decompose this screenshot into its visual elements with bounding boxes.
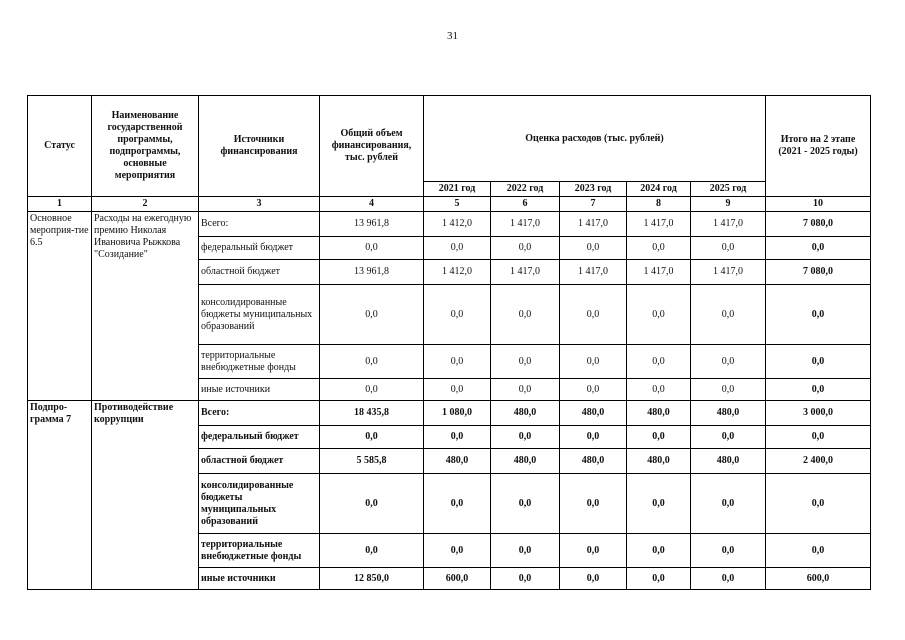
year-value-cell: 1 417,0 [560, 212, 627, 237]
header-year: 2022 год [491, 182, 560, 197]
stage-total-cell: 600,0 [766, 568, 871, 590]
year-value-cell: 0,0 [627, 534, 691, 568]
stage-total-cell: 3 000,0 [766, 401, 871, 426]
column-number: 3 [199, 197, 320, 212]
column-number: 8 [627, 197, 691, 212]
year-value-cell: 480,0 [691, 401, 766, 426]
source-cell: областной бюджет [199, 449, 320, 474]
year-value-cell: 0,0 [691, 237, 766, 260]
year-value-cell: 480,0 [627, 449, 691, 474]
year-value-cell: 0,0 [424, 379, 491, 401]
stage-total-cell: 7 080,0 [766, 212, 871, 237]
year-value-cell: 0,0 [491, 426, 560, 449]
status-cell: Основное мероприя-тие 6.5 [28, 212, 92, 401]
header-year: 2024 год [627, 182, 691, 197]
total-cell: 0,0 [320, 426, 424, 449]
year-value-cell: 0,0 [424, 474, 491, 534]
stage-total-cell: 2 400,0 [766, 449, 871, 474]
source-cell: федеральный бюджет [199, 426, 320, 449]
year-value-cell: 0,0 [560, 285, 627, 345]
source-cell: консолидированные бюджеты муниципальных образований [199, 285, 320, 345]
year-value-cell: 0,0 [560, 237, 627, 260]
year-value-cell: 0,0 [424, 237, 491, 260]
header-year: 2023 год [560, 182, 627, 197]
year-value-cell: 0,0 [691, 568, 766, 590]
year-value-cell: 0,0 [491, 345, 560, 379]
year-value-cell: 0,0 [627, 345, 691, 379]
year-value-cell: 0,0 [627, 379, 691, 401]
year-value-cell: 1 412,0 [424, 212, 491, 237]
year-value-cell: 0,0 [627, 474, 691, 534]
total-cell: 0,0 [320, 379, 424, 401]
year-value-cell: 0,0 [691, 534, 766, 568]
year-value-cell: 1 417,0 [691, 212, 766, 237]
year-value-cell: 1 417,0 [627, 212, 691, 237]
stage-total-cell: 0,0 [766, 474, 871, 534]
year-value-cell: 0,0 [424, 285, 491, 345]
header-year: 2025 год [691, 182, 766, 197]
year-value-cell: 480,0 [424, 449, 491, 474]
year-value-cell: 0,0 [424, 534, 491, 568]
header-total-volume: Общий объем финансирования, тыс. рублей [320, 96, 424, 197]
source-cell: иные источники [199, 568, 320, 590]
stage-total-cell: 0,0 [766, 237, 871, 260]
measure-name-cell: Расходы на ежегодную премию Николая Ивановича Рыжкова "Созидание" [92, 212, 199, 401]
table-row [28, 212, 871, 237]
header-year: 2021 год [424, 182, 491, 197]
stage-total-cell: 0,0 [766, 379, 871, 401]
column-number: 1 [28, 197, 92, 212]
header-status: Статус [28, 96, 92, 197]
stage-total-cell: 0,0 [766, 426, 871, 449]
total-cell: 0,0 [320, 474, 424, 534]
header-stage-total: Итого на 2 этапе (2021 - 2025 годы) [766, 96, 871, 197]
year-value-cell: 0,0 [560, 426, 627, 449]
column-number: 5 [424, 197, 491, 212]
column-number: 2 [92, 197, 199, 212]
year-value-cell: 0,0 [491, 474, 560, 534]
year-value-cell: 480,0 [560, 401, 627, 426]
source-cell: иные источники [199, 379, 320, 401]
stage-total-cell: 0,0 [766, 345, 871, 379]
column-number: 7 [560, 197, 627, 212]
stage-total-cell: 0,0 [766, 285, 871, 345]
total-cell: 13 961,8 [320, 212, 424, 237]
table-row [28, 401, 871, 426]
year-value-cell: 0,0 [560, 568, 627, 590]
source-cell: Всего: [199, 212, 320, 237]
column-number: 10 [766, 197, 871, 212]
year-value-cell: 1 417,0 [691, 260, 766, 285]
year-value-cell: 0,0 [627, 568, 691, 590]
total-cell: 0,0 [320, 237, 424, 260]
header-estimate: Оценка расходов (тыс. рублей) [424, 96, 766, 182]
year-value-cell: 0,0 [627, 426, 691, 449]
source-cell: областной бюджет [199, 260, 320, 285]
year-value-cell: 0,0 [691, 426, 766, 449]
year-value-cell: 480,0 [491, 401, 560, 426]
total-cell: 12 850,0 [320, 568, 424, 590]
source-cell: территориальные внебюджетные фонды [199, 345, 320, 379]
year-value-cell: 0,0 [560, 345, 627, 379]
year-value-cell: 0,0 [491, 285, 560, 345]
year-value-cell: 1 417,0 [560, 260, 627, 285]
year-value-cell: 0,0 [691, 345, 766, 379]
year-value-cell: 1 417,0 [491, 260, 560, 285]
year-value-cell: 480,0 [560, 449, 627, 474]
total-cell: 0,0 [320, 285, 424, 345]
source-cell: территориальные внебюджетные фонды [199, 534, 320, 568]
year-value-cell: 600,0 [424, 568, 491, 590]
year-value-cell: 0,0 [491, 379, 560, 401]
stage-total-cell: 0,0 [766, 534, 871, 568]
year-value-cell: 0,0 [491, 534, 560, 568]
stage-total-cell: 7 080,0 [766, 260, 871, 285]
year-value-cell: 480,0 [491, 449, 560, 474]
measure-name-cell: Противодействие коррупции [92, 401, 199, 590]
year-value-cell: 0,0 [491, 237, 560, 260]
total-cell: 0,0 [320, 534, 424, 568]
source-cell: Всего: [199, 401, 320, 426]
year-value-cell: 1 412,0 [424, 260, 491, 285]
year-value-cell: 1 080,0 [424, 401, 491, 426]
column-number: 9 [691, 197, 766, 212]
total-cell: 0,0 [320, 345, 424, 379]
year-value-cell: 0,0 [491, 568, 560, 590]
year-value-cell: 0,0 [691, 379, 766, 401]
status-cell: Подпро-грамма 7 [28, 401, 92, 590]
year-value-cell: 480,0 [691, 449, 766, 474]
year-value-cell: 0,0 [691, 285, 766, 345]
year-value-cell: 480,0 [627, 401, 691, 426]
total-cell: 13 961,8 [320, 260, 424, 285]
page-number: 31 [447, 30, 458, 42]
total-cell: 18 435,8 [320, 401, 424, 426]
year-value-cell: 0,0 [691, 474, 766, 534]
source-cell: федеральный бюджет [199, 237, 320, 260]
year-value-cell: 0,0 [424, 345, 491, 379]
year-value-cell: 0,0 [560, 474, 627, 534]
total-cell: 5 585,8 [320, 449, 424, 474]
year-value-cell: 1 417,0 [491, 212, 560, 237]
column-number: 4 [320, 197, 424, 212]
source-cell: консолидированные бюджеты муниципальных образований [199, 474, 320, 534]
year-value-cell: 0,0 [424, 426, 491, 449]
column-number-row [28, 197, 871, 212]
year-value-cell: 0,0 [627, 237, 691, 260]
financing-table [27, 95, 871, 590]
year-value-cell: 0,0 [627, 285, 691, 345]
column-number: 6 [491, 197, 560, 212]
header-sources: Источники финансирования [199, 96, 320, 197]
year-value-cell: 0,0 [560, 534, 627, 568]
header-name: Наименование государственной программы, подпрограммы, основные мероприятия [92, 96, 199, 197]
year-value-cell: 1 417,0 [627, 260, 691, 285]
year-value-cell: 0,0 [560, 379, 627, 401]
